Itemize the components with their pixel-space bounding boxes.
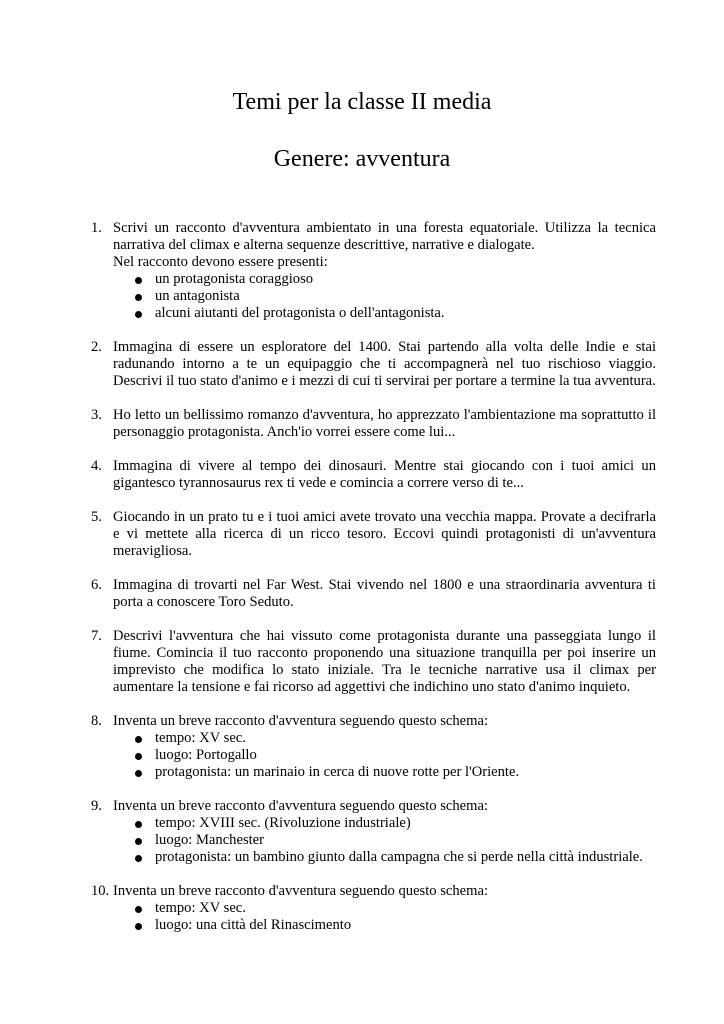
topic-item <box>91 628 656 696</box>
topic-number: 5. <box>91 509 102 525</box>
bullet-text: protagonista: un bambino giunto dalla campagna che si perde nella città industriale. <box>155 849 643 865</box>
topic-number: 9. <box>91 798 102 814</box>
topic-item <box>91 883 656 934</box>
topic-item <box>91 713 656 781</box>
bullet-dot-icon <box>135 277 142 284</box>
bullet-dot-icon <box>135 906 142 913</box>
topic-item <box>91 220 656 322</box>
bullet-text: un protagonista coraggioso <box>155 271 314 287</box>
bullet-item <box>135 832 656 849</box>
topic-item <box>91 458 656 492</box>
topic-text: Immagina di trovarti nel Far West. Stai vivendo nel 1800 e una straordinaria avventura ti porta a conoscere Toro Seduto. <box>113 577 656 610</box>
bullet-dot-icon <box>135 311 142 318</box>
bullet-dot-icon <box>135 855 142 862</box>
bullet-text: tempo: XVIII sec. (Rivoluzione industriale) <box>155 815 411 831</box>
bullet-item <box>135 305 656 322</box>
bullet-list <box>113 730 656 781</box>
page-title: Temi per la classe II media <box>232 89 492 115</box>
topic-text: Immagina di vivere al tempo dei dinosauri. Mentre stai giocando con i tuoi amici un gigantesco tyrannosaurus rex ti vede e comincia a correre verso di te... <box>113 458 656 491</box>
topic-text: Inventa un breve racconto d'avventura seguendo questo schema: <box>113 713 489 729</box>
topic-text: Descrivi l'avventura che hai vissuto come protagonista durante una passeggiata lungo il fiume. Comincia il tuo racconto proponendo una situazione tranquilla per poi inserire un imprevisto che modifica lo stato iniziale. Tra le tecniche narrative usa il climax per aumentare la tensione e fai ricorso ad aggettivi che indichino uno stato d'animo inquieto. <box>113 628 656 695</box>
topic-item <box>91 407 656 441</box>
topic-item <box>91 798 656 866</box>
bullet-text: un antagonista <box>155 288 240 304</box>
topic-subtext: Nel racconto devono essere presenti: <box>113 254 328 270</box>
topic-list <box>91 220 656 951</box>
bullet-item <box>135 815 656 832</box>
bullet-dot-icon <box>135 821 142 828</box>
page-subtitle: Genere: avventura <box>273 146 451 172</box>
bullet-item <box>135 271 656 288</box>
topic-number: 7. <box>91 628 102 644</box>
bullet-dot-icon <box>135 753 142 760</box>
bullet-dot-icon <box>135 294 142 301</box>
bullet-dot-icon <box>135 736 142 743</box>
bullet-list <box>113 815 656 866</box>
bullet-text: luogo: una città del Rinascimento <box>155 917 352 933</box>
topic-number: 4. <box>91 458 102 474</box>
topic-item <box>91 577 656 611</box>
bullet-item <box>135 288 656 305</box>
bullet-dot-icon <box>135 770 142 777</box>
bullet-text: tempo: XV sec. <box>155 900 246 916</box>
topic-number: 6. <box>91 577 102 593</box>
bullet-item <box>135 900 656 917</box>
topic-text: Ho letto un bellissimo romanzo d'avventura, ho apprezzato l'ambientazione ma soprattutto il personaggio protagonista. Anch'io vorrei essere come lui... <box>113 407 656 440</box>
topic-text: Scrivi un racconto d'avventura ambientato in una foresta equatoriale. Utilizza la tecnica narrativa del climax e alterna sequenze descrittive, narrative e dialogate. <box>113 220 656 253</box>
bullet-dot-icon <box>135 923 142 930</box>
bullet-item <box>135 917 656 934</box>
topic-number: 1. <box>91 220 102 236</box>
bullet-dot-icon <box>135 838 142 845</box>
bullet-text: protagonista: un marinaio in cerca di nuove rotte per l'Oriente. <box>155 764 520 780</box>
bullet-text: luogo: Portogallo <box>155 747 257 763</box>
bullet-text: alcuni aiutanti del protagonista o dell'antagonista. <box>155 305 445 321</box>
topic-text: Inventa un breve racconto d'avventura seguendo questo schema: <box>113 798 489 814</box>
topic-number: 2. <box>91 339 102 355</box>
bullet-text: luogo: Manchester <box>155 832 265 848</box>
bullet-item <box>135 764 656 781</box>
topic-item <box>91 339 656 390</box>
bullet-list <box>113 900 656 934</box>
topic-number: 8. <box>91 713 102 729</box>
bullet-item <box>135 730 656 747</box>
topic-number: 10. <box>91 883 110 899</box>
bullet-item <box>135 849 656 866</box>
topic-item <box>91 509 656 560</box>
bullet-item <box>135 747 656 764</box>
topic-text: Giocando in un prato tu e i tuoi amici avete trovato una vecchia mappa. Provate a decifrarla e vi mettete alla ricerca di un ricco tesoro. Eccovi quindi protagonisti di un'avventura meravigliosa. <box>113 509 656 559</box>
bullet-text: tempo: XV sec. <box>155 730 246 746</box>
bullet-list <box>113 271 656 322</box>
topic-number: 3. <box>91 407 102 423</box>
topic-text: Inventa un breve racconto d'avventura seguendo questo schema: <box>113 883 489 899</box>
topic-text: Immagina di essere un esploratore del 1400. Stai partendo alla volta delle Indie e stai radunando intorno a te un equipaggio che ti accompagnerà nel tuo rischioso viaggio. Descrivi il tuo stato d'animo e i mezzi di cui ti servirai per portare a termine la tua avventura. <box>113 339 656 389</box>
